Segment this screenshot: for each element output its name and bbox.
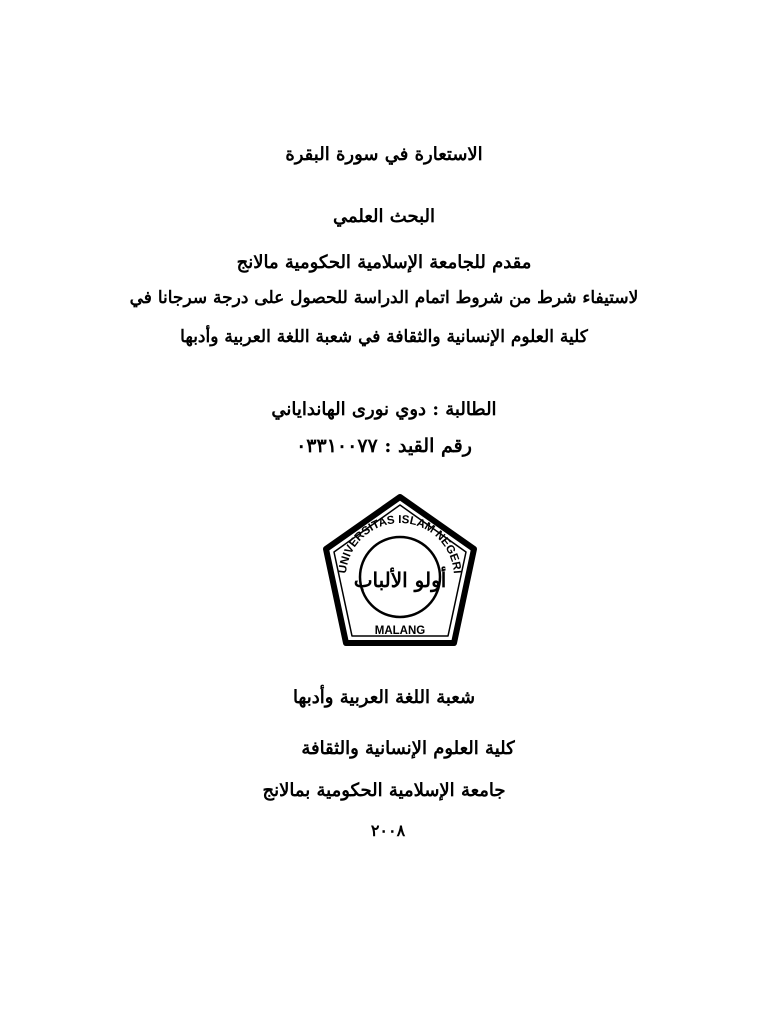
department-line: شعبة اللغة العربية وأدبها	[292, 687, 476, 708]
submitted-to-line: مقدم للجامعة الإسلامية الحكومية مالانج	[236, 252, 532, 273]
registration-number: رقم القيد : ٠٣٣١٠٠٧٧	[296, 435, 472, 457]
year: ٢٠٠٨	[370, 821, 406, 840]
university-seal-logo	[320, 493, 480, 653]
seal-calligraphy: أولو الألباب	[353, 568, 447, 592]
faculty-line: كلية العلوم الإنسانية والثقافة	[301, 738, 515, 759]
purpose-line-1: لاستيفاء شرط من شروط اتمام الدراسة للحصول على درجة سرجانا في	[129, 288, 639, 308]
thesis-title: الاستعارة في سورة البقرة	[285, 144, 483, 165]
seal-bottom-text: MALANG	[374, 625, 426, 637]
student-name: الطالبة : دوي نورى الهانداياني	[271, 399, 497, 420]
university-line: جامعة الإسلامية الحكومية بمالانج	[262, 780, 506, 801]
document-type-heading: البحث العلمي	[332, 206, 435, 227]
seal-top-text: UNIVERSITAS ISLAM NEGERI	[337, 513, 463, 575]
purpose-line-2: كلية العلوم الإنسانية والثقافة في شعبة اللغة العربية وأدبها	[180, 327, 588, 347]
